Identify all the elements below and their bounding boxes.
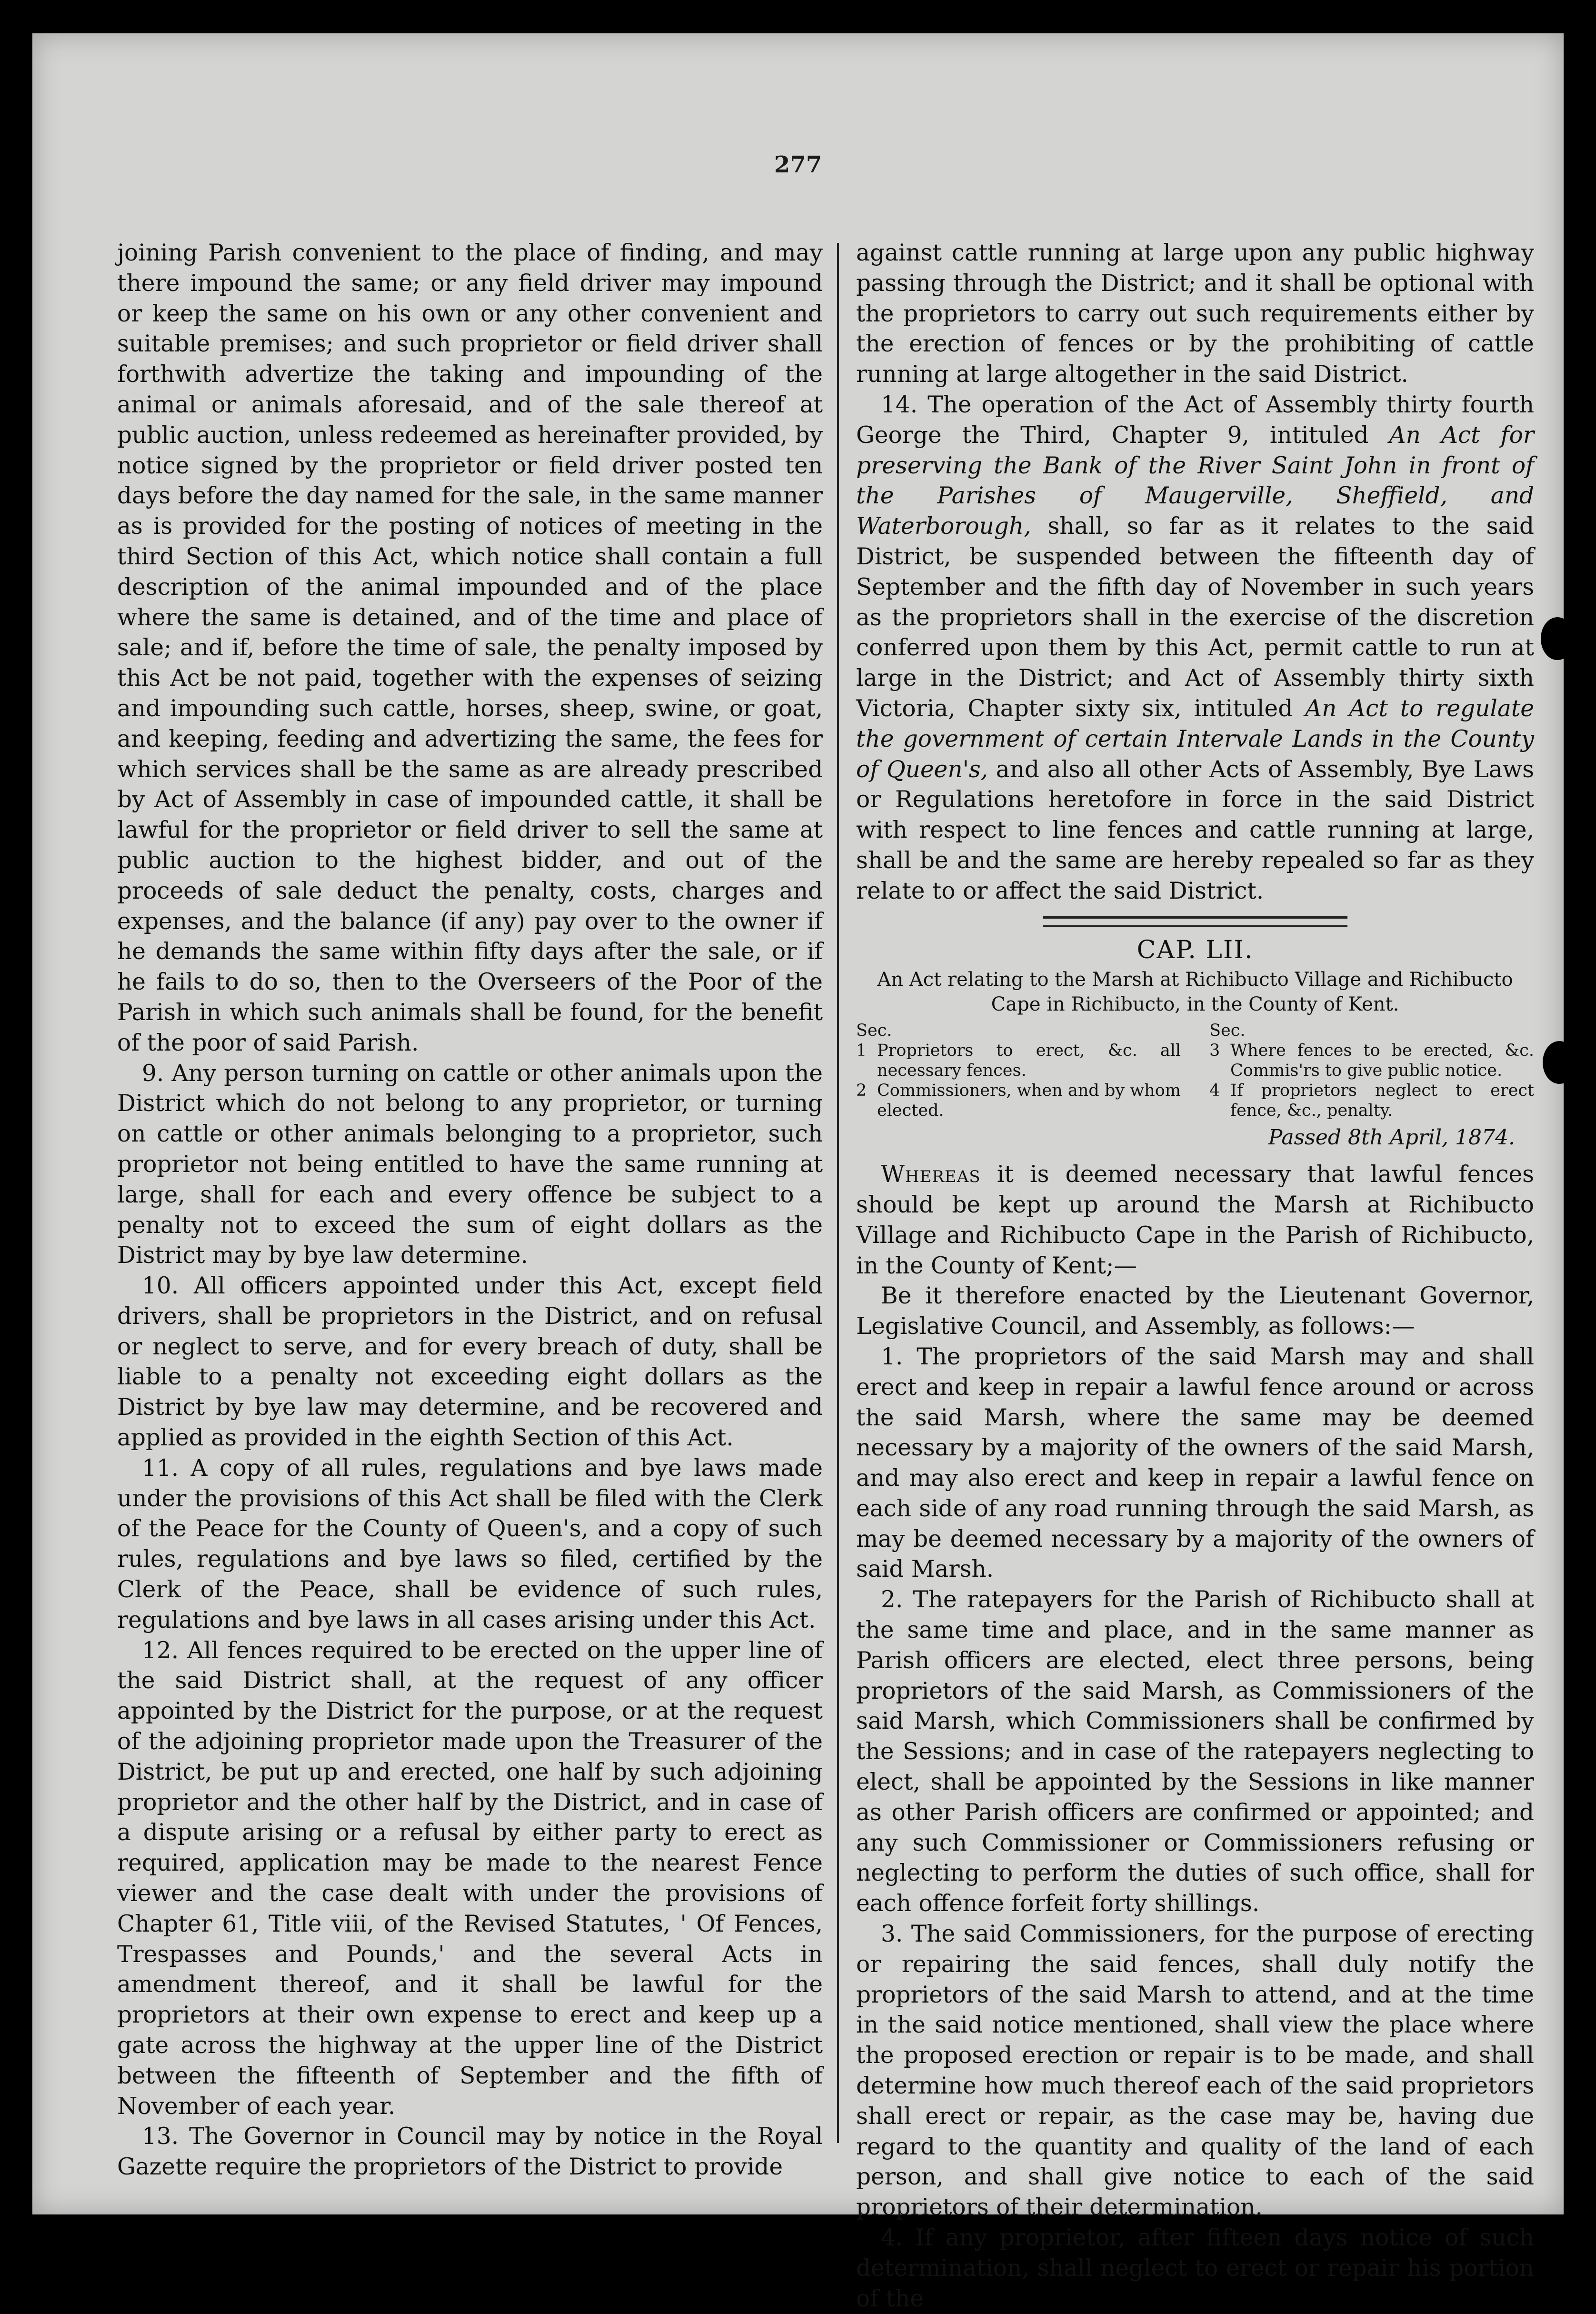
paragraph: 1. The proprietors of the said Marsh may and shall erect and keep in repair a lawful fence around or across the said Marsh, where the same may be deemed necessary by a majority of the owners of the said Marsh, and may also erect and keep in repair a lawful fence on each side of any road running through the said Marsh, as may be deemed necessary by a majority of the owners of said Marsh. <box>856 1343 1534 1583</box>
paragraph: Be it therefore enacted by the Lieutenant Governor, Legislative Council, and Assembly, as follows:— <box>856 1282 1534 1340</box>
section-summary: Proprietors to erect, &c. all necessary fences. <box>877 1041 1181 1081</box>
binder-hole-mark <box>1541 617 1574 660</box>
right-column-body <box>856 1281 1534 2314</box>
paragraph: 2. The ratepayers for the Parish of Richibucto shall at the same time and place, and in the same manner as Parish officers are elected, elect three persons, being proprietors of the said Marsh, as Commissioners of the said Marsh, which Commissioners shall be confirmed by the Sessions; and in case of the ratepayers neglecting to elect, shall be appointed by the Sessions in like manner as other Parish officers are confirmed or appointed; and any such Commissioner or Commissioners refusing or neglecting to perform the duties of such office, shall for each offence forfeit forty shillings. <box>856 1586 1534 1917</box>
paragraph: joining Parish convenient to the place of finding, and may there impound the same; or any field driver may impound or keep the same on his own or any other convenient and suitable premises; and such proprietor or field driver shall forthwith advertize the taking and impounding of the animal or animals aforesaid, and of the sale thereof at public auction, unless redeemed as hereinafter provided, by notice signed by the proprietor or field driver posted ten days before the day named for the sale, in the same manner as is provided for the posting of notices of meeting in the third Section of this Act, which notice shall contain a full description of the animal impounded and of the place where the same is detained, and of the time and place of sale; and if, before the time of sale, the penalty imposed by this Act be not paid, together with the expenses of seizing and impounding such cattle, horses, sheep, swine, or goat, and keeping, feeding and advertizing the same, the fees for which services shall be the same as are already prescribed by Act of Assembly in case of impounded cattle, it shall be lawful for the proprietor or field driver to sell the same at public auction to the highest bidder, and out of the proceeds of sale deduct the penalty, costs, charges and expenses, and the balance (if any) pay over to the owner if he demands the same within fifty days after the sale, or if he fails to do so, then to the Overseers of the Poor of the Parish in which such animals shall be found, for the benefit of the poor of said Parish. <box>117 240 823 1056</box>
section-index-left <box>856 1021 1181 1121</box>
section-index-item <box>1209 1041 1534 1081</box>
paragraph: 12. All fences required to be erected on the upper line of the said District shall, at the request of any officer appointed by the District for the purpose, or at the request of the adjoining proprietor made upon the Treasurer of the District, be put up and erected, one half by such adjoining proprietor and the other half by the District, and in case of a dispute arising or a refusal by either party to erect as required, application may be made to the nearest Fence viewer and the case dealt with under the provisions of Chapter 61, Title viii, of the Revised Statutes, ' Of Fences, Trespasses and Pounds,' and the several Acts in amendment thereof, and it shall be lawful for the proprietors at their own expense to erect and keep up a gate across the highway at the upper line of the District between the fifteenth of September and the fifth of November of each year. <box>117 1637 823 2120</box>
section-index-item <box>856 1041 1181 1081</box>
section-number: 1 <box>856 1041 867 1061</box>
sec-label: Sec. <box>1209 1021 1246 1041</box>
section-number: 3 <box>1209 1041 1220 1061</box>
section-index-item <box>1209 1081 1534 1121</box>
chapter-separator-rule <box>1043 916 1347 927</box>
left-column <box>117 238 823 2183</box>
section-summary: If proprietors neglect to erect fence, &c., penalty. <box>1230 1081 1534 1121</box>
section-index-item <box>856 1081 1181 1121</box>
paragraph: against cattle running at large upon any public highway passing through the District; and it shall be optional with the proprietors to carry out such requirements either by the erection of fences or by the prohibiting of cattle running at large altogether in the said District. <box>856 240 1534 388</box>
section-14-paragraph: 14. The operation of the Act of Assembly thirty fourth George the Third, Chapter 9, intituled An Act for preserving the Bank of the River Saint John in front of the Parishes of Maugerville, Sheffield, and Waterborough, shall, so far as it relates to the said District, be suspended between the fifteenth day of September and the fifth day of November in such years as the proprietors shall in the exercise of the discretion conferred upon them by this Act, permit cattle to run at large in the District; and Act of Assembly thirty sixth Victoria, Chapter sixty six, intituled An Act to regulate the government of certain Intervale Lands in the County of Queen's, and also all other Acts of Assembly, Bye Laws or Regulations heretofore in force in the said District with respect to line fences and cattle running at large, shall be and the same are hereby repealed so far as they relate to or affect the said District. <box>856 391 1535 904</box>
sec-label: Sec. <box>856 1021 892 1041</box>
right-column-top <box>856 238 1534 390</box>
section-number: 2 <box>856 1081 867 1101</box>
passed-date: Passed 8th April, 1874. <box>1268 1125 1515 1150</box>
section-summary: Where fences to be erected, &c. Commis'rs to give public notice. <box>1230 1041 1534 1081</box>
document-page <box>32 33 1564 2312</box>
paragraph: 11. A copy of all rules, regulations and bye laws made under the provisions of this Act shall be filed with the Clerk of the Peace for the County of Queen's, and a copy of such rules, regulations and bye laws so filed, certified by the Clerk of the Peace, shall be evidence of such rules, regulations and bye laws in all cases arising under this Act. <box>117 1454 823 1633</box>
binder-hole-mark <box>1543 1041 1576 1084</box>
paragraph: 13. The Governor in Council may by notice in the Royal Gazette require the proprietors of the District to provide <box>117 2123 823 2181</box>
column-divider <box>837 243 839 2143</box>
chapter-description: An Act relating to the Marsh at Richibucto Village and Richibucto Cape in Richibucto, in the County of Kent. <box>877 969 1513 1016</box>
section-index <box>856 1021 1534 1121</box>
section-number: 4 <box>1209 1081 1220 1101</box>
section-summary: Commissioners, when and by whom elected. <box>877 1081 1181 1121</box>
paragraph: 3. The said Commissioners, for the purpose of erecting or repairing the said fences, shall duly notify the proprietors of the said Marsh to attend, and at the time in the said notice mentioned, shall view the place where the proposed erection or repair is to be made, and shall determine how much thereof each of the said proprietors shall erect or repair, as the case may be, having due regard to the quantity and quality of the land of each person, and shall give notice to each of the said proprietors of their determination. <box>856 1921 1534 2221</box>
section-index-right <box>1209 1021 1534 1121</box>
chapter-title: CAP. LII. <box>1137 935 1254 964</box>
paragraph: 10. All officers appointed under this Act, except field drivers, shall be proprietors in the District, and on refusal or neglect to serve, and for every breach of duty, shall be liable to a penalty not exceeding eight dollars as the District by bye law may determine, and be recovered and applied as provided in the eighth Section of this Act. <box>117 1272 823 1452</box>
right-column <box>856 238 1534 2314</box>
paragraph: 9. Any person turning on cattle or other animals upon the District which do not belong to any proprietor, or turning on cattle or other animals belonging to a proprietor, such proprietor not being entitled to have the same running at large, shall for each and every offence be subject to a penalty not to exceed the sum of eight dollars as the District may by bye law determine. <box>117 1060 823 1269</box>
paragraph: 4. If any proprietor, after fifteen days notice of such determination, shall neglect to erect or repair his portion of the <box>856 2224 1534 2312</box>
page-number: 277 <box>774 151 822 178</box>
whereas-paragraph: Whereas it is deemed necessary that lawful fences should be kept up around the Marsh at Richibucto Village and Richibucto Cape in the Parish of Richibucto, in the County of Kent;— <box>856 1161 1534 1279</box>
